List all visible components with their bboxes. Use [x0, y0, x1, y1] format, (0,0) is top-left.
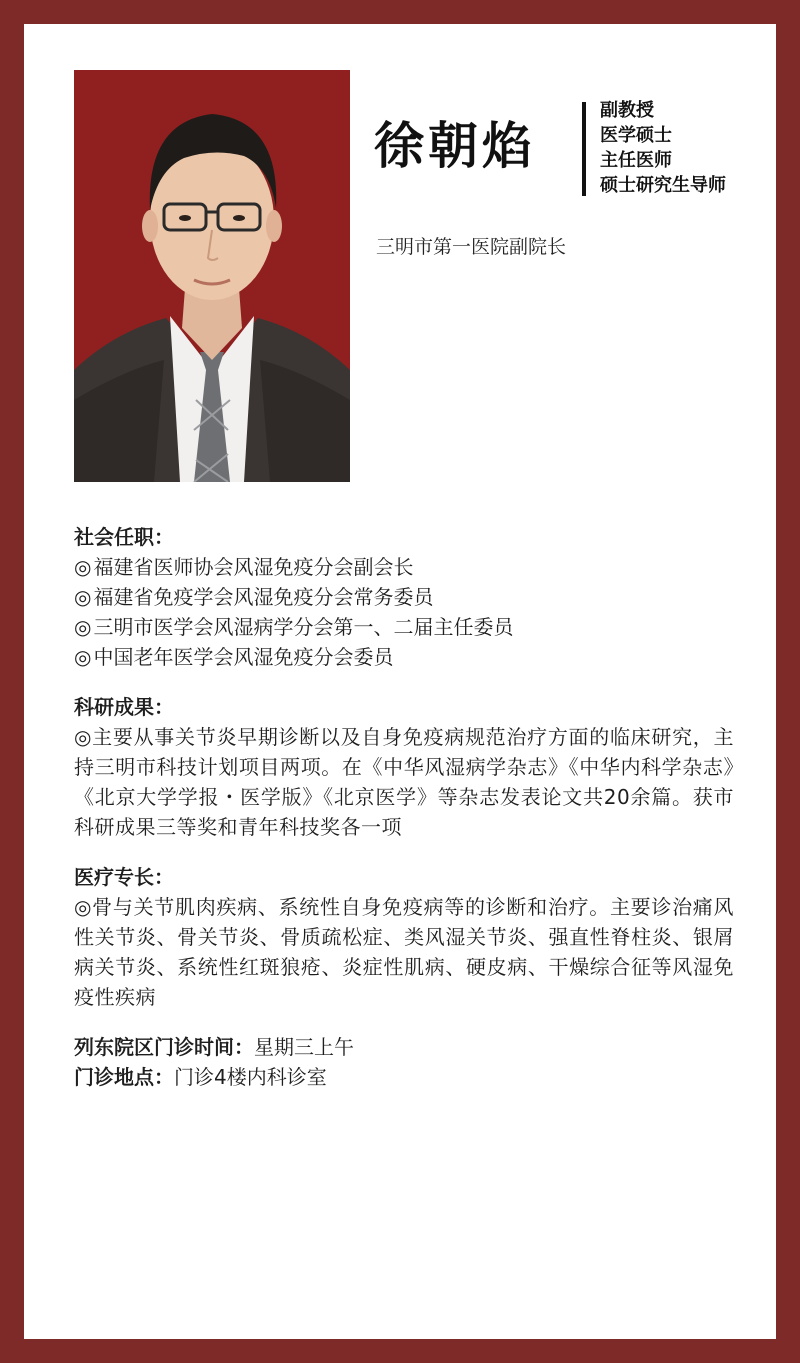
title-item: 主任医师: [600, 150, 672, 171]
title-item: 医学硕士: [600, 125, 672, 146]
social-section: [74, 522, 734, 672]
research-section: [74, 692, 734, 842]
clinic-place: [74, 1062, 734, 1092]
bullet-icon: [74, 725, 92, 749]
portrait-photo: [74, 70, 350, 482]
doctor-titles: [600, 98, 726, 198]
profile-body: [74, 522, 734, 1112]
bullet-icon: [74, 895, 92, 919]
social-item: ◎ 中国老年医学会风湿免疫分会委员: [74, 642, 734, 672]
specialty-section: [74, 862, 734, 1012]
research-paragraph: 主要从事关节炎早期诊断以及自身免疫病规范治疗方面的临床研究，主持三明市科技计划项目两项。在《中华风湿病学杂志》《中华内科学杂志》《北京大学学报・医学版》《北京医学》等杂志发表论文共20余篇。获市科研成果三等奖和青年科技奖各一项: [74, 725, 735, 839]
doctor-name: 徐朝焰: [374, 116, 536, 175]
clinic-time-value: 星期三上午: [254, 1035, 354, 1059]
clinic-time-label: 列东院区门诊时间：: [74, 1035, 254, 1059]
title-item: 副教授: [600, 100, 654, 121]
profile-card: [24, 24, 776, 1339]
research-text: [74, 722, 734, 842]
title-divider: [582, 102, 586, 196]
title-item: 硕士研究生导师: [600, 175, 726, 196]
doctor-position: 三明市第一医院副院长: [376, 236, 567, 258]
social-item: ◎ 福建省免疫学会风湿免疫分会常务委员: [74, 582, 734, 612]
research-heading: 科研成果：: [74, 695, 174, 719]
social-item: ◎ 福建省医师协会风湿免疫分会副会长: [74, 552, 734, 582]
clinic-section: [74, 1032, 734, 1092]
clinic-time: [74, 1032, 734, 1062]
specialty-heading: 医疗专长：: [74, 865, 174, 889]
specialty-text: [74, 892, 734, 1012]
specialty-paragraph: 骨与关节肌肉疾病、系统性自身免疫病等的诊断和治疗。主要诊治痛风性关节炎、骨关节炎、骨质疏松症、类风湿关节炎、强直性脊柱炎、银屑病关节炎、系统性红斑狼疮、炎症性肌病、硬皮病、干燥综合征等风湿免疫性疾病: [74, 895, 735, 1009]
social-item: ◎ 三明市医学会风湿病学分会第一、二届主任委员: [74, 612, 734, 642]
clinic-place-value: 门诊4楼内科诊室: [174, 1065, 327, 1089]
portrait-illustration: [74, 70, 350, 482]
social-heading: 社会任职：: [74, 525, 174, 549]
clinic-place-label: 门诊地点：: [74, 1065, 174, 1089]
